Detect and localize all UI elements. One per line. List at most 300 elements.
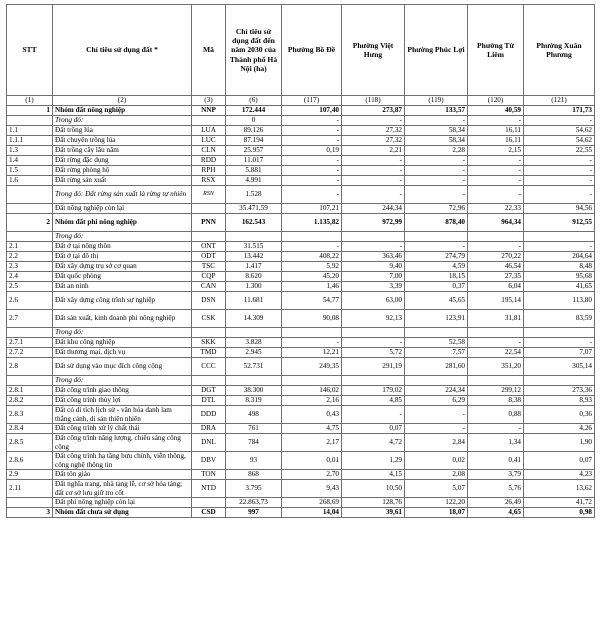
xuan-phuong-cell: - xyxy=(524,338,595,348)
hanoi-2030-cell: 52.731 xyxy=(226,358,282,376)
code-cell: PNN xyxy=(192,214,226,232)
bo-de-cell: 1,46 xyxy=(282,282,342,292)
viet-hung-cell: 2,21 xyxy=(342,146,405,156)
phuc-loi-cell: 281,60 xyxy=(405,358,468,376)
xuan-phuong-cell: 13,62 xyxy=(524,480,595,498)
viet-hung-cell: 0,07 xyxy=(342,424,405,434)
land-use-cell: Đất rừng phòng hộ xyxy=(53,166,192,176)
land-use-cell: Đất ở tại nông thôn xyxy=(53,242,192,252)
table-row xyxy=(7,498,595,508)
hanoi-2030-cell: 0 xyxy=(226,116,282,126)
land-use-cell: Đất công trình thủy lợi xyxy=(53,396,192,406)
land-use-cell: Trong đó: xyxy=(53,116,192,126)
tu-liem-cell: 0,41 xyxy=(468,452,524,470)
phuc-loi-cell: - xyxy=(405,242,468,252)
viet-hung-cell: - xyxy=(342,116,405,126)
land-use-cell: Đất trồng cây lâu năm xyxy=(53,146,192,156)
land-use-cell: Đất chuyên trồng lúa xyxy=(53,136,192,146)
bo-de-cell: 408,22 xyxy=(282,252,342,262)
phuc-loi-cell: - xyxy=(405,186,468,204)
land-use-cell: Đất rừng sản xuất xyxy=(53,176,192,186)
land-use-table-container xyxy=(6,4,594,518)
phuc-loi-cell: 58,34 xyxy=(405,126,468,136)
phuc-loi-cell: 6,29 xyxy=(405,396,468,406)
xuan-phuong-cell: 83,59 xyxy=(524,310,595,328)
table-row xyxy=(7,186,595,204)
code-cell: RSX xyxy=(192,176,226,186)
xuan-phuong-cell: 54,62 xyxy=(524,126,595,136)
viet-hung-cell: 27,32 xyxy=(342,136,405,146)
stt-cell: 2.9 xyxy=(7,470,53,480)
viet-hung-cell: 1,29 xyxy=(342,452,405,470)
tu-liem-cell: 3,79 xyxy=(468,470,524,480)
table-row xyxy=(7,452,595,470)
tu-liem-cell: 270,22 xyxy=(468,252,524,262)
bo-de-cell: 2,17 xyxy=(282,434,342,452)
xuan-phuong-cell xyxy=(524,376,595,386)
hanoi-2030-cell: 3.795 xyxy=(226,480,282,498)
viet-hung-cell: 27,32 xyxy=(342,126,405,136)
land-use-cell: Đất xây dựng công trình sự nghiệp xyxy=(53,292,192,310)
table-row xyxy=(7,106,595,116)
col-number-cell: (120) xyxy=(468,96,524,106)
phuc-loi-cell: - xyxy=(405,424,468,434)
bo-de-cell xyxy=(282,376,342,386)
xuan-phuong-cell: 95,68 xyxy=(524,272,595,282)
hanoi-2030-cell: 1.528 xyxy=(226,186,282,204)
phuc-loi-cell: 7,57 xyxy=(405,348,468,358)
table-row xyxy=(7,146,595,156)
land-use-cell: Đất sử dụng vào mục đích công cộng xyxy=(53,358,192,376)
phuc-loi-cell: 4,59 xyxy=(405,262,468,272)
viet-hung-cell: - xyxy=(342,406,405,424)
tu-liem-cell: 22,33 xyxy=(468,204,524,214)
land-use-cell: Đất nông nghiệp còn lại xyxy=(53,204,192,214)
stt-cell: 1.3 xyxy=(7,146,53,156)
col-number-cell: (118) xyxy=(342,96,405,106)
xuan-phuong-cell: 305,14 xyxy=(524,358,595,376)
code-cell: CCC xyxy=(192,358,226,376)
viet-hung-cell: 363,46 xyxy=(342,252,405,262)
land-use-cell: Đất khu công nghiệp xyxy=(53,338,192,348)
table-row xyxy=(7,396,595,406)
xuan-phuong-cell: 94,56 xyxy=(524,204,595,214)
tu-liem-cell: - xyxy=(468,186,524,204)
phuc-loi-cell: 123,91 xyxy=(405,310,468,328)
header-code: Mã xyxy=(192,5,226,96)
phuc-loi-cell: 0,37 xyxy=(405,282,468,292)
stt-cell: 2.11 xyxy=(7,480,53,498)
code-cell: DTL xyxy=(192,396,226,406)
bo-de-cell: 249,35 xyxy=(282,358,342,376)
stt-cell: 2.8.5 xyxy=(7,434,53,452)
hanoi-2030-cell: 89.126 xyxy=(226,126,282,136)
tu-liem-cell: 40,59 xyxy=(468,106,524,116)
tu-liem-cell: 6,04 xyxy=(468,282,524,292)
tu-liem-cell: 5,76 xyxy=(468,480,524,498)
table-row xyxy=(7,328,595,338)
bo-de-cell: 2,16 xyxy=(282,396,342,406)
hanoi-2030-cell: 4.991 xyxy=(226,176,282,186)
hanoi-2030-cell: 31.515 xyxy=(226,242,282,252)
stt-cell xyxy=(7,498,53,508)
tu-liem-cell xyxy=(468,232,524,242)
bo-de-cell: 0,43 xyxy=(282,406,342,424)
tu-liem-cell: 31,81 xyxy=(468,310,524,328)
stt-cell: 2.7.1 xyxy=(7,338,53,348)
hanoi-2030-cell: 35.471,59 xyxy=(226,204,282,214)
stt-cell xyxy=(7,186,53,204)
land-use-cell: Đất thương mại, dịch vụ xyxy=(53,348,192,358)
phuc-loi-cell: 122,20 xyxy=(405,498,468,508)
code-cell: TSC xyxy=(192,262,226,272)
stt-cell xyxy=(7,116,53,126)
hanoi-2030-cell: 1.417 xyxy=(226,262,282,272)
header-tu-liem: Phường Từ Liêm xyxy=(468,5,524,96)
phuc-loi-cell xyxy=(405,376,468,386)
tu-liem-cell: 299,12 xyxy=(468,386,524,396)
land-use-cell: Đất trồng lúa xyxy=(53,126,192,136)
stt-cell: 2.5 xyxy=(7,282,53,292)
land-use-cell: Trong đó: xyxy=(53,328,192,338)
table-row xyxy=(7,252,595,262)
xuan-phuong-cell: 204,64 xyxy=(524,252,595,262)
code-cell: LUC xyxy=(192,136,226,146)
bo-de-cell: - xyxy=(282,136,342,146)
hanoi-2030-cell xyxy=(226,328,282,338)
stt-cell: 2.8.6 xyxy=(7,452,53,470)
viet-hung-cell xyxy=(342,376,405,386)
code-cell: DGT xyxy=(192,386,226,396)
tu-liem-cell: - xyxy=(468,242,524,252)
hanoi-2030-cell: 498 xyxy=(226,406,282,424)
bo-de-cell: 54,77 xyxy=(282,292,342,310)
stt-cell xyxy=(7,232,53,242)
stt-cell: 2 xyxy=(7,214,53,232)
phuc-loi-cell: 52,58 xyxy=(405,338,468,348)
table-row xyxy=(7,214,595,232)
tu-liem-cell: 16,11 xyxy=(468,136,524,146)
code-cell xyxy=(192,204,226,214)
stt-cell: 2.8.4 xyxy=(7,424,53,434)
bo-de-cell: 107,40 xyxy=(282,106,342,116)
hanoi-2030-cell xyxy=(226,376,282,386)
phuc-loi-cell: 5,07 xyxy=(405,480,468,498)
stt-cell: 2.8.1 xyxy=(7,386,53,396)
table-row xyxy=(7,406,595,424)
viet-hung-cell: 4,15 xyxy=(342,470,405,480)
hanoi-2030-cell: 11.017 xyxy=(226,156,282,166)
phuc-loi-cell: 2,84 xyxy=(405,434,468,452)
tu-liem-cell: 22,54 xyxy=(468,348,524,358)
tu-liem-cell: 964,34 xyxy=(468,214,524,232)
xuan-phuong-cell: - xyxy=(524,166,595,176)
xuan-phuong-cell xyxy=(524,232,595,242)
hanoi-2030-cell: 784 xyxy=(226,434,282,452)
hanoi-2030-cell: 22.863,73 xyxy=(226,498,282,508)
viet-hung-cell: 7,00 xyxy=(342,272,405,282)
table-row xyxy=(7,338,595,348)
col-number-cell: (119) xyxy=(405,96,468,106)
land-use-cell: Trong đó: xyxy=(53,232,192,242)
viet-hung-cell: - xyxy=(342,338,405,348)
stt-cell: 2.8.2 xyxy=(7,396,53,406)
bo-de-cell: 5,92 xyxy=(282,262,342,272)
xuan-phuong-cell: 41,65 xyxy=(524,282,595,292)
table-row xyxy=(7,424,595,434)
code-cell xyxy=(192,328,226,338)
xuan-phuong-cell: 8,93 xyxy=(524,396,595,406)
code-cell xyxy=(192,376,226,386)
land-use-cell: Đất xây dựng trụ sở cơ quan xyxy=(53,262,192,272)
bo-de-cell: - xyxy=(282,156,342,166)
viet-hung-cell: - xyxy=(342,242,405,252)
stt-cell: 1.1.1 xyxy=(7,136,53,146)
land-use-cell: Trong đó: Đất rừng sản xuất là rừng tự nhiên xyxy=(53,186,192,204)
xuan-phuong-cell: 8,48 xyxy=(524,262,595,272)
hanoi-2030-cell: 997 xyxy=(226,508,282,518)
hanoi-2030-cell: 3.828 xyxy=(226,338,282,348)
tu-liem-cell: - xyxy=(468,176,524,186)
phuc-loi-cell: 2,08 xyxy=(405,470,468,480)
phuc-loi-cell: 18,15 xyxy=(405,272,468,282)
bo-de-cell: 90,08 xyxy=(282,310,342,328)
bo-de-cell: - xyxy=(282,126,342,136)
xuan-phuong-cell: 912,55 xyxy=(524,214,595,232)
code-cell: CAN xyxy=(192,282,226,292)
hanoi-2030-cell: 25.957 xyxy=(226,146,282,156)
code-cell xyxy=(192,232,226,242)
hanoi-2030-cell: 93 xyxy=(226,452,282,470)
code-cell: RPH xyxy=(192,166,226,176)
code-cell: CSK xyxy=(192,310,226,328)
bo-de-cell: - xyxy=(282,166,342,176)
code-cell: DNL xyxy=(192,434,226,452)
bo-de-cell: 9,43 xyxy=(282,480,342,498)
table-row xyxy=(7,116,595,126)
stt-cell: 2.6 xyxy=(7,292,53,310)
tu-liem-cell: 2,15 xyxy=(468,146,524,156)
header-land-use-indicator: Chỉ tiêu sử dụng đất * xyxy=(53,5,192,96)
header-row xyxy=(7,5,595,96)
bo-de-cell: 0,19 xyxy=(282,146,342,156)
table-row xyxy=(7,136,595,146)
hanoi-2030-cell: 868 xyxy=(226,470,282,480)
stt-cell: 2.7.2 xyxy=(7,348,53,358)
xuan-phuong-cell xyxy=(524,328,595,338)
table-row xyxy=(7,232,595,242)
phuc-loi-cell: 274,79 xyxy=(405,252,468,262)
bo-de-cell: 12,21 xyxy=(282,348,342,358)
table-row xyxy=(7,376,595,386)
bo-de-cell: 14,04 xyxy=(282,508,342,518)
hanoi-2030-cell: 5.881 xyxy=(226,166,282,176)
code-cell: CQP xyxy=(192,272,226,282)
land-use-cell: Đất nghĩa trang, nhà tang lễ, cơ sở hỏa táng; đất cơ sở lưu giữ tro cốt xyxy=(53,480,192,498)
bo-de-cell xyxy=(282,232,342,242)
code-cell: DSN xyxy=(192,292,226,310)
tu-liem-cell: - xyxy=(468,424,524,434)
hanoi-2030-cell: 172.444 xyxy=(226,106,282,116)
col-number-cell: (3) xyxy=(192,96,226,106)
header-viet-hung: Phường Việt Hưng xyxy=(342,5,405,96)
code-cell: LUA xyxy=(192,126,226,136)
land-use-cell: Đất có di tích lịch sử - văn hóa danh lam thắng cảnh, di sản thiên nhiên xyxy=(53,406,192,424)
stt-cell: 1 xyxy=(7,106,53,116)
land-use-cell: Đất công trình giao thông xyxy=(53,386,192,396)
xuan-phuong-cell: - xyxy=(524,242,595,252)
code-cell: TMD xyxy=(192,348,226,358)
header-xuan-phuong: Phường Xuân Phương xyxy=(524,5,595,96)
table-row xyxy=(7,166,595,176)
viet-hung-cell: 5,72 xyxy=(342,348,405,358)
stt-cell: 2.8 xyxy=(7,358,53,376)
stt-cell: 1.6 xyxy=(7,176,53,186)
phuc-loi-cell: 0,02 xyxy=(405,452,468,470)
viet-hung-cell: - xyxy=(342,176,405,186)
table-row xyxy=(7,126,595,136)
bo-de-cell: 0,01 xyxy=(282,452,342,470)
bo-de-cell: - xyxy=(282,338,342,348)
tu-liem-cell: 195,14 xyxy=(468,292,524,310)
code-cell: DDD xyxy=(192,406,226,424)
xuan-phuong-cell: 171,73 xyxy=(524,106,595,116)
tu-liem-cell: 4,65 xyxy=(468,508,524,518)
viet-hung-cell: - xyxy=(342,166,405,176)
stt-cell: 1.5 xyxy=(7,166,53,176)
tu-liem-cell: - xyxy=(468,338,524,348)
tu-liem-cell: 27,35 xyxy=(468,272,524,282)
phuc-loi-cell: - xyxy=(405,406,468,424)
xuan-phuong-cell: - xyxy=(524,116,595,126)
viet-hung-cell xyxy=(342,328,405,338)
land-use-cell: Đất an ninh xyxy=(53,282,192,292)
tu-liem-cell: - xyxy=(468,156,524,166)
tu-liem-cell: 8,38 xyxy=(468,396,524,406)
phuc-loi-cell xyxy=(405,328,468,338)
viet-hung-cell: 291,19 xyxy=(342,358,405,376)
land-use-cell: Đất ở tại đô thị xyxy=(53,252,192,262)
xuan-phuong-cell: 54,62 xyxy=(524,136,595,146)
xuan-phuong-cell: 113,80 xyxy=(524,292,595,310)
stt-cell: 1.1 xyxy=(7,126,53,136)
bo-de-cell: 146,02 xyxy=(282,386,342,396)
phuc-loi-cell: 18,07 xyxy=(405,508,468,518)
stt-cell: 2.1 xyxy=(7,242,53,252)
col-number-cell: (121) xyxy=(524,96,595,106)
phuc-loi-cell: - xyxy=(405,156,468,166)
table-row xyxy=(7,470,595,480)
land-use-cell: Đất công trình hạ tầng bưu chính, viễn thông, công nghệ thông tin xyxy=(53,452,192,470)
stt-cell xyxy=(7,204,53,214)
table-row xyxy=(7,282,595,292)
viet-hung-cell: 92,13 xyxy=(342,310,405,328)
viet-hung-cell: 3,39 xyxy=(342,282,405,292)
xuan-phuong-cell: 4,26 xyxy=(524,424,595,434)
bo-de-cell: 268,69 xyxy=(282,498,342,508)
viet-hung-cell: 244,34 xyxy=(342,204,405,214)
bo-de-cell: 4,75 xyxy=(282,424,342,434)
phuc-loi-cell: - xyxy=(405,176,468,186)
land-use-cell: Nhóm đất phi nông nghiệp xyxy=(53,214,192,232)
header-hanoi-2030: Chỉ tiêu sử dụng đất đến năm 2030 của Thành phố Hà Nội (ha) xyxy=(226,5,282,96)
code-cell: NTD xyxy=(192,480,226,498)
table-row xyxy=(7,204,595,214)
phuc-loi-cell: 224,34 xyxy=(405,386,468,396)
table-row xyxy=(7,292,595,310)
xuan-phuong-cell: 0,07 xyxy=(524,452,595,470)
tu-liem-cell: 351,20 xyxy=(468,358,524,376)
viet-hung-cell: 63,00 xyxy=(342,292,405,310)
bo-de-cell: 2,70 xyxy=(282,470,342,480)
xuan-phuong-cell: 7,07 xyxy=(524,348,595,358)
tu-liem-cell: 1,34 xyxy=(468,434,524,452)
xuan-phuong-cell: 41,72 xyxy=(524,498,595,508)
land-use-cell: Đất công trình năng lượng, chiếu sáng công cộng xyxy=(53,434,192,452)
hanoi-2030-cell: 2.945 xyxy=(226,348,282,358)
land-use-cell: Nhóm đất chưa sử dụng xyxy=(53,508,192,518)
tu-liem-cell: 16,11 xyxy=(468,126,524,136)
xuan-phuong-cell: - xyxy=(524,156,595,166)
code-cell: CSD xyxy=(192,508,226,518)
land-use-cell: Đất công trình xử lý chất thải xyxy=(53,424,192,434)
land-use-cell: Nhóm đất nông nghiệp xyxy=(53,106,192,116)
hanoi-2030-cell: 162.543 xyxy=(226,214,282,232)
code-cell: TON xyxy=(192,470,226,480)
hanoi-2030-cell: 8.620 xyxy=(226,272,282,282)
code-cell xyxy=(192,116,226,126)
stt-cell: 2.8.3 xyxy=(7,406,53,424)
stt-cell: 2.4 xyxy=(7,272,53,282)
bo-de-cell: - xyxy=(282,116,342,126)
viet-hung-cell: 972,99 xyxy=(342,214,405,232)
code-cell: RSN xyxy=(192,186,226,204)
xuan-phuong-cell: - xyxy=(524,186,595,204)
bo-de-cell: 1.135,82 xyxy=(282,214,342,232)
xuan-phuong-cell: - xyxy=(524,176,595,186)
hanoi-2030-cell: 1.300 xyxy=(226,282,282,292)
land-use-cell: Đất sản xuất, kinh doanh phi nông nghiệp xyxy=(53,310,192,328)
code-cell: SKK xyxy=(192,338,226,348)
land-use-cell: Đất rừng đặc dụng xyxy=(53,156,192,166)
bo-de-cell: 45,20 xyxy=(282,272,342,282)
xuan-phuong-cell: 1,90 xyxy=(524,434,595,452)
header-bo-de: Phường Bồ Đề xyxy=(282,5,342,96)
stt-cell: 2.3 xyxy=(7,262,53,272)
viet-hung-cell: 128,76 xyxy=(342,498,405,508)
xuan-phuong-cell: 22,55 xyxy=(524,146,595,156)
bo-de-cell xyxy=(282,328,342,338)
viet-hung-cell: - xyxy=(342,186,405,204)
header-phuc-loi: Phường Phúc Lợi xyxy=(405,5,468,96)
phuc-loi-cell: 45,65 xyxy=(405,292,468,310)
bo-de-cell: - xyxy=(282,176,342,186)
viet-hung-cell: - xyxy=(342,156,405,166)
xuan-phuong-cell: 273,36 xyxy=(524,386,595,396)
land-use-cell: Trong đó: xyxy=(53,376,192,386)
hanoi-2030-cell: 761 xyxy=(226,424,282,434)
viet-hung-cell xyxy=(342,232,405,242)
code-cell: NNP xyxy=(192,106,226,116)
table-row xyxy=(7,272,595,282)
land-use-table xyxy=(6,4,595,518)
hanoi-2030-cell: 13.442 xyxy=(226,252,282,262)
tu-liem-cell xyxy=(468,328,524,338)
viet-hung-cell: 4,72 xyxy=(342,434,405,452)
col-number-cell: (6) xyxy=(226,96,282,106)
code-cell: ODT xyxy=(192,252,226,262)
xuan-phuong-cell: 0,98 xyxy=(524,508,595,518)
